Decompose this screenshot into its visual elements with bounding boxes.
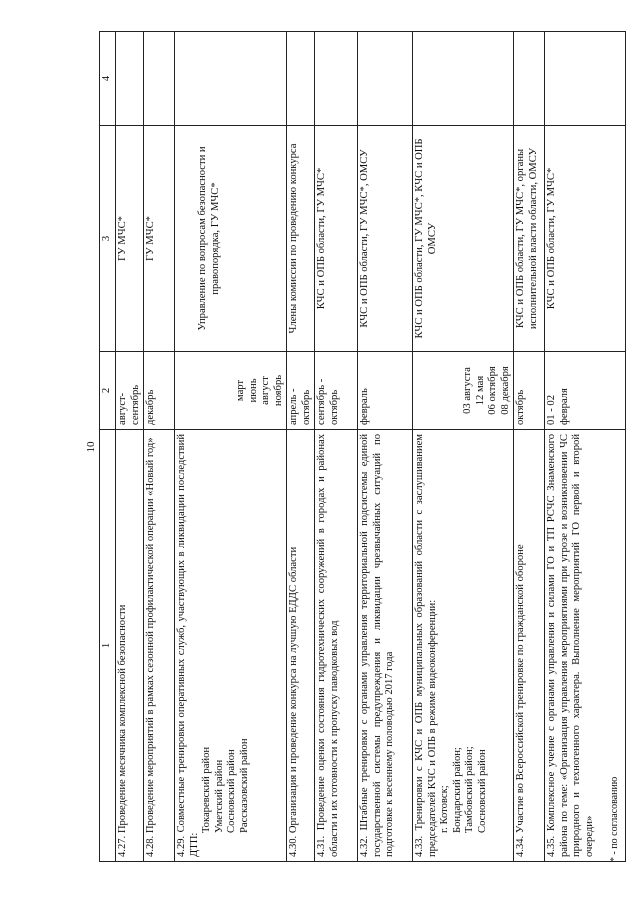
date-item: 03 августа <box>462 367 473 414</box>
item-cell: 4.32. Штабные тренировки с органами управления территориальной подсистемы единой государственной системы предупреждения и ликвидации чрезвычайных ситуаций по подготовке к весеннему половодью 2017 года <box>358 430 413 862</box>
executor-cell: КЧС и ОПБ области, ГУ МЧС*, КЧС и ОПБ ОМСУ <box>413 126 514 352</box>
period-cell <box>175 352 287 430</box>
header-cell: 1 <box>100 430 116 862</box>
district-item: Сосновский район <box>226 749 237 833</box>
header-row <box>100 32 116 862</box>
note-cell <box>175 32 287 126</box>
item-text: 4.33. Тренировки с КЧС и ОПБ муниципальных образований области с заслушиванием председателей КЧС и ОПБ в режиме видеоконференции: <box>414 434 438 857</box>
period-cell: декабрь <box>144 352 175 430</box>
note-cell <box>358 32 413 126</box>
item-text: 4.29. Совместные тренировки оперативных служб, участвующих в ликвидации последствий ДТП: <box>176 434 200 857</box>
table-row <box>514 32 545 862</box>
table-row <box>545 32 626 862</box>
executor-cell: КЧС и ОПБ области, ГУ МЧС* <box>315 126 358 352</box>
executor-cell: КЧС и ОПБ области, ГУ МЧС* <box>545 126 626 352</box>
note-cell <box>545 32 626 126</box>
period-cell: октябрь <box>514 352 545 430</box>
date-item: март <box>235 379 246 402</box>
date-item: ноябрь <box>272 374 284 407</box>
note-cell <box>315 32 358 126</box>
table-row <box>413 32 514 862</box>
district-item: Рассказовский район <box>238 738 250 833</box>
rotated-page <box>83 32 628 862</box>
table-row <box>144 32 175 862</box>
executor-cell: ГУ МЧС* <box>116 126 144 352</box>
item-cell: 4.30. Организация и проведение конкурса на лучшую ЕДДС области <box>287 430 315 862</box>
item-cell: 4.31. Проведение оценки состояния гидротехнических сооружений в городах и районах области и их готовности к пропуску паводковых вод <box>315 430 358 862</box>
header-cell: 2 <box>100 352 116 430</box>
date-item: 06 октября <box>487 366 498 415</box>
table-row <box>287 32 315 862</box>
item-cell <box>413 430 514 862</box>
header-cell: 3 <box>100 126 116 352</box>
date-item: 12 мая <box>474 375 486 406</box>
period-cell <box>413 352 514 430</box>
executor-cell: Члены комиссии по проведению конкурса <box>287 126 315 352</box>
date-item: август <box>260 376 271 405</box>
table-row <box>358 32 413 862</box>
date-item: 08 декабря <box>499 366 511 415</box>
period-cell: февраль <box>358 352 413 430</box>
district-item: Бондарский район; <box>451 747 463 833</box>
plan-table <box>99 31 626 862</box>
date-item: июнь <box>247 378 259 403</box>
period-cell: апрель - октябрь <box>287 352 315 430</box>
table-row <box>175 32 287 862</box>
note-cell <box>514 32 545 126</box>
district-item: Сосновский район <box>476 749 488 833</box>
item-cell: 4.28. Проведение мероприятий в рамках сезонной профилактической операции «Новый год» <box>144 430 175 862</box>
period-cell: сентябрь - октябрь <box>315 352 358 430</box>
header-cell: 4 <box>100 32 116 126</box>
period-cell: август-сентябрь <box>116 352 144 430</box>
item-cell: 4.27. Проведение месячника комплексной безопасности <box>116 430 144 862</box>
note-cell <box>144 32 175 126</box>
executor-cell: ГУ МЧС* <box>144 126 175 352</box>
note-cell <box>413 32 514 126</box>
item-cell: 4.34. Участие во Всероссийской тренировке по гражданской обороне <box>514 430 545 862</box>
table-row <box>116 32 144 862</box>
note-cell <box>116 32 144 126</box>
period-cell: 01 - 02 февраля <box>545 352 626 430</box>
table-row <box>315 32 358 862</box>
item-cell: 4.35. Комплексное учение с органами управления и силами ГО и ТП РСЧС Знаменского района по теме: «Организация управления мероприятиями при угрозе и возникновении ЧС природного и техногенного характера. Выполнение мероприятий ГО первой и второй очереди» <box>545 430 626 862</box>
district-item: г. Котовск; <box>439 785 450 833</box>
footnote: * - по согласованию <box>609 776 620 862</box>
district-item: Уметский район <box>213 759 225 833</box>
page-number: 10 <box>85 441 97 453</box>
executor-cell: КЧС и ОПБ области, ГУ МЧС*, органы исполнительной власти области, ОМСУ <box>514 126 545 352</box>
executor-cell: КЧС и ОПБ области, ГУ МЧС*, ОМСУ <box>358 126 413 352</box>
item-cell <box>175 430 287 862</box>
district-item: Токаревский район <box>201 746 212 833</box>
note-cell <box>287 32 315 126</box>
district-item: Тамбовский район; <box>464 746 475 833</box>
executor-cell: Управление по вопросам безопасности и правопорядка, ГУ МЧС* <box>175 126 287 352</box>
